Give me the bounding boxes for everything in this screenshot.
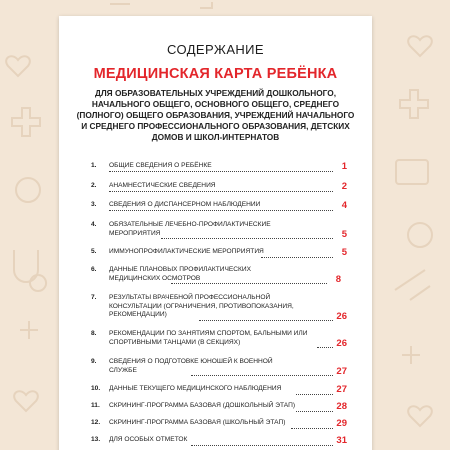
toc-number: 10. (91, 385, 101, 392)
toc-page-number: 26 (336, 338, 347, 349)
cross-icon-2 (400, 90, 428, 118)
cross-icon (12, 108, 40, 136)
toc-item-11 (91, 402, 347, 412)
toc-item-4 (91, 221, 347, 240)
toc-leader (296, 411, 333, 412)
heart-icon-4 (408, 406, 432, 426)
toc-page-number: 28 (336, 401, 347, 412)
toc-leader (171, 283, 327, 284)
toc-label: ОБЩИЕ СВЕДЕНИЯ О РЕБЁНКЕ (109, 162, 212, 169)
toc-item-10 (91, 385, 347, 395)
toc-label: ДЛЯ ОСОБЫХ ОТМЕТОК (109, 436, 188, 443)
toc-leader (291, 428, 333, 429)
toc-leader (296, 394, 333, 395)
toc-page-number: 26 (336, 311, 347, 322)
plus-icon-2 (402, 346, 420, 364)
toc-page-number: 27 (336, 366, 347, 377)
page-title: СОДЕРЖАНИЕ (166, 42, 264, 57)
toc-leader (261, 257, 333, 258)
toc-item-3 (91, 201, 347, 211)
toc-leader (191, 375, 333, 376)
toc-item-7 (91, 294, 347, 322)
toc-page-number: 1 (341, 161, 347, 172)
toc-leader (109, 210, 333, 211)
toc-number: 6. (91, 266, 97, 273)
toc-label: СВЕДЕНИЯ О ПОДГОТОВКЕ ЮНОШЕЙ К ВОЕННОЙ СЛУЖБЕ (109, 358, 273, 374)
toc-number: 9. (91, 358, 97, 365)
toc-page-number: 5 (341, 229, 347, 240)
toc-item-12 (91, 419, 347, 429)
toc-label: СКРИНИНГ-ПРОГРАММА БАЗОВАЯ (ДОШКОЛЬНЫЙ ЭТАП) (109, 402, 296, 409)
toc-number: 12. (91, 419, 101, 426)
toc-item-5 (91, 248, 347, 258)
toc-number: 5. (91, 248, 97, 255)
toc-leader (109, 191, 333, 192)
toc-leader (317, 347, 333, 348)
heart-icon-2 (14, 391, 38, 411)
toc-label: АНАМНЕСТИЧЕСКИЕ СВЕДЕНИЯ (109, 182, 216, 189)
toc-item-8 (91, 330, 347, 349)
toc-number: 8. (91, 330, 97, 337)
syringe-icon (395, 270, 430, 300)
toc-label: РЕКОМЕНДАЦИИ ПО ЗАНЯТИЯМ СПОРТОМ, БАЛЬНЫМИ ИЛИ СПОРТИВНЫМИ ТАНЦАМИ (В СЕКЦИЯХ) (109, 330, 308, 346)
stethoscope-icon (14, 250, 46, 291)
kit-icon (396, 160, 428, 184)
page-header (59, 42, 372, 143)
pill-icon (16, 178, 40, 202)
pill-icon-2 (408, 223, 432, 247)
toc-page-number: 27 (336, 384, 347, 395)
toc-leader (161, 238, 333, 239)
book-page (59, 16, 372, 450)
heart-icon-3 (408, 36, 432, 56)
toc-label: ОБЯЗАТЕЛЬНЫЕ ЛЕЧЕБНО-ПРОФИЛАКТИЧЕСКИЕ МЕРОПРИЯТИЯ (109, 221, 271, 237)
toc-item-1 (91, 162, 347, 172)
toc-number: 2. (91, 182, 97, 189)
thermometer-icon (110, 2, 212, 8)
toc-item-9 (91, 358, 347, 377)
toc-number: 1. (91, 162, 97, 169)
toc-label: ИММУНОПРОФИЛАКТИЧЕСКИЕ МЕРОПРИЯТИЯ (109, 248, 264, 255)
toc-page-number: 29 (336, 418, 347, 429)
toc-number: 3. (91, 201, 97, 208)
plus-icon (20, 321, 38, 339)
toc-page-number: 4 (341, 200, 347, 211)
toc-number: 7. (91, 294, 97, 301)
toc-label: РЕЗУЛЬТАТЫ ВРАЧЕБНОЙ ПРОФЕССИОНАЛЬНОЙ КОНСУЛЬТАЦИИ (ОГРАНИЧЕНИЯ, ПРОТИВОПОКАЗАНИЯ, РЕКОМЕНДАЦИИ) (109, 294, 294, 319)
toc-item-6 (91, 266, 347, 285)
toc-leader (109, 171, 333, 172)
toc-page-number: 8 (335, 274, 341, 285)
toc-page-number: 5 (341, 247, 347, 258)
toc-item-13 (91, 436, 347, 446)
toc-label: ДАННЫЕ ТЕКУЩЕГО МЕДИЦИНСКОГО НАБЛЮДЕНИЯ (109, 385, 282, 392)
toc-item-2 (91, 182, 347, 192)
toc-label: ДАННЫЕ ПЛАНОВЫХ ПРОФИЛАКТИЧЕСКИХ МЕДИЦИНСКИХ ОСМОТРОВ (109, 266, 252, 282)
toc-number: 13. (91, 436, 101, 443)
toc-label: СВЕДЕНИЯ О ДИСПАНСЕРНОМ НАБЛЮДЕНИИ (109, 201, 261, 208)
toc-label: СКРИНИНГ-ПРОГРАММА БАЗОВАЯ (ШКОЛЬНЫЙ ЭТАП) (109, 419, 286, 426)
toc-number: 11. (91, 402, 100, 409)
toc-page-number: 31 (336, 435, 347, 446)
toc-leader (199, 320, 333, 321)
toc-leader (191, 445, 333, 446)
document-title: МЕДИЦИНСКАЯ КАРТА РЕБЁНКА (93, 66, 338, 82)
heart-icon (6, 56, 30, 76)
toc-page-number: 2 (341, 181, 347, 192)
toc-number: 4. (91, 221, 97, 228)
document-subtitle: ДЛЯ ОБРАЗОВАТЕЛЬНЫХ УЧРЕЖДЕНИЙ ДОШКОЛЬНОГО, НАЧАЛЬНОГО ОБЩЕГО, ОСНОВНОГО ОБЩЕГО, СРЕДНЕГО (ПОЛНОГО) ОБЩЕГО ОБРАЗОВАНИЯ, УЧРЕЖДЕНИЙ НАЧАЛЬНОГО И СРЕДНЕГО ПРОФЕССИОНАЛЬНОГО ОБРАЗОВАНИЯ, ДЕТСКИХ ДОМОВ И ШКОЛ-ИНТЕРНАТОВ (76, 88, 355, 142)
